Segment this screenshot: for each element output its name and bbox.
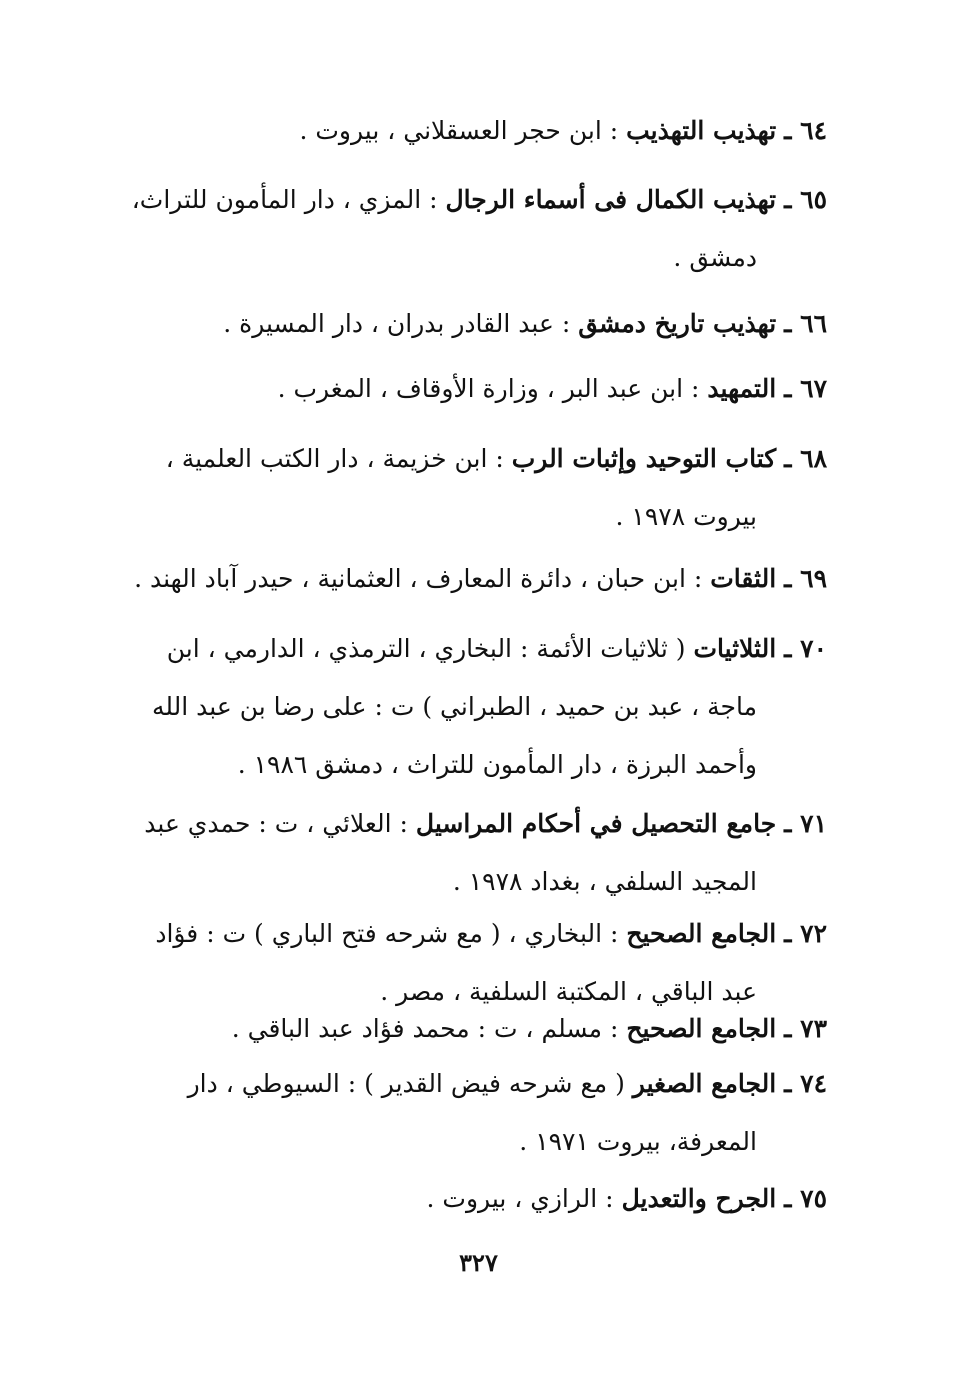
entry-details: : العلائي ، ت : حمدي عبد	[144, 809, 416, 838]
entry-details: : الرازي ، بيروت .	[426, 1184, 622, 1213]
entry-number: ٦٧ ـ	[784, 374, 827, 403]
entry-title: كتاب التوحيد وإثبات الرب	[511, 444, 777, 473]
entry-details: : ابن خزيمة ، دار الكتب العلمية ،	[165, 444, 512, 473]
entry-line	[147, 430, 827, 488]
entry-number: ٧٥ ـ	[784, 1184, 827, 1213]
entry-title: الجامع الصغير	[632, 1069, 777, 1098]
reference-entry-75	[147, 1170, 827, 1228]
entry-details: : عبد القادر بدران ، دار المسيرة .	[223, 309, 579, 338]
entry-number: ٦٩ ـ	[784, 564, 827, 593]
entry-details: : مسلم ، ت : محمد فؤاد عبد الباقي .	[231, 1014, 627, 1043]
entry-continuation: عبد الباقي ، المكتبة السلفية ، مصر .	[380, 977, 757, 1006]
entry-continuation: المعرفة، بيروت ١٩٧١ .	[519, 1127, 757, 1156]
entry-line	[144, 795, 827, 853]
page-number: ٣٢٧	[459, 1248, 498, 1277]
entry-line	[147, 620, 827, 678]
entry-details: : المزي ، دار المأمون للتراث،	[131, 185, 446, 214]
entry-line	[134, 550, 827, 608]
entry-title: الثلاثيات	[693, 634, 777, 663]
entry-title: تهذيب التهذيب	[626, 116, 777, 145]
reference-entry-74	[147, 1055, 827, 1171]
entry-line	[147, 360, 827, 418]
entry-number: ٧٤ ـ	[784, 1069, 827, 1098]
entry-line	[147, 905, 827, 963]
reference-entry-73	[147, 1000, 827, 1058]
entry-details: ( ثلاثيات الأئمة : البخاري ، الترمذي ، الدارمي ، ابن	[166, 634, 694, 663]
reference-entry-69	[134, 550, 827, 608]
entry-line	[147, 1000, 827, 1058]
entry-number: ٦٦ ـ	[784, 309, 827, 338]
entry-number: ٧٠ ـ	[784, 634, 827, 663]
entry-continuation: المجيد السلفي ، بغداد ١٩٧٨ .	[452, 867, 757, 896]
entry-number: ٦٤ ـ	[784, 116, 827, 145]
reference-entry-71	[144, 795, 827, 911]
entry-title: تهذيب تاريخ دمشق	[578, 309, 777, 338]
entry-title: الجامع الصحيح	[626, 919, 777, 948]
reference-entry-64	[147, 102, 827, 160]
entry-title: الثقات	[710, 564, 777, 593]
reference-entry-65	[131, 171, 827, 287]
entry-number: ٧٣ ـ	[784, 1014, 827, 1043]
entry-number: ٦٥ ـ	[784, 185, 827, 214]
reference-entry-67	[147, 360, 827, 418]
entry-continuation: وأحمد البرزة ، دار المأمون للتراث ، دمشق ١٩٨٦ .	[237, 750, 757, 779]
entry-continuation: ماجة ، عبد بن حميد ، الطبراني ) ت : على رضا بن عبد الله	[151, 692, 757, 721]
entry-title: تهذيب الكمال فى أسماء الرجال	[445, 185, 777, 214]
entry-number: ٧١ ـ	[784, 809, 827, 838]
entry-details: : البخاري ، ( مع شرحه فتح الباري ) ت : فؤاد	[155, 919, 627, 948]
entry-number: ٧٢ ـ	[784, 919, 827, 948]
entry-details: ( مع شرحه فيض القدير ) : السيوطي ، دار	[187, 1069, 633, 1098]
entry-number: ٦٨ ـ	[784, 444, 827, 473]
reference-entry-68	[147, 430, 827, 546]
entry-line	[147, 102, 827, 160]
entry-details: : ابن عبد البر ، وزارة الأوقاف ، المغرب .	[277, 374, 708, 403]
entry-line	[147, 295, 827, 353]
entry-line	[147, 1170, 827, 1228]
entry-details: : ابن حبان ، دائرة المعارف ، العثمانية ، حيدر آباد الهند .	[134, 564, 711, 593]
entry-title: التمهيد	[707, 374, 777, 403]
entry-continuation: بيروت ١٩٧٨ .	[615, 502, 757, 531]
entry-title: الجرح والتعديل	[621, 1184, 777, 1213]
entry-line	[147, 1055, 827, 1113]
entry-line	[131, 171, 827, 229]
entry-title: جامع التحصيل في أحكام المراسيل	[415, 809, 777, 838]
entry-title: الجامع الصحيح	[626, 1014, 777, 1043]
reference-entry-66	[147, 295, 827, 353]
reference-entry-70	[147, 620, 827, 794]
entry-continuation: دمشق .	[673, 243, 757, 272]
entry-details: : ابن حجر العسقلاني ، بيروت .	[299, 116, 627, 145]
